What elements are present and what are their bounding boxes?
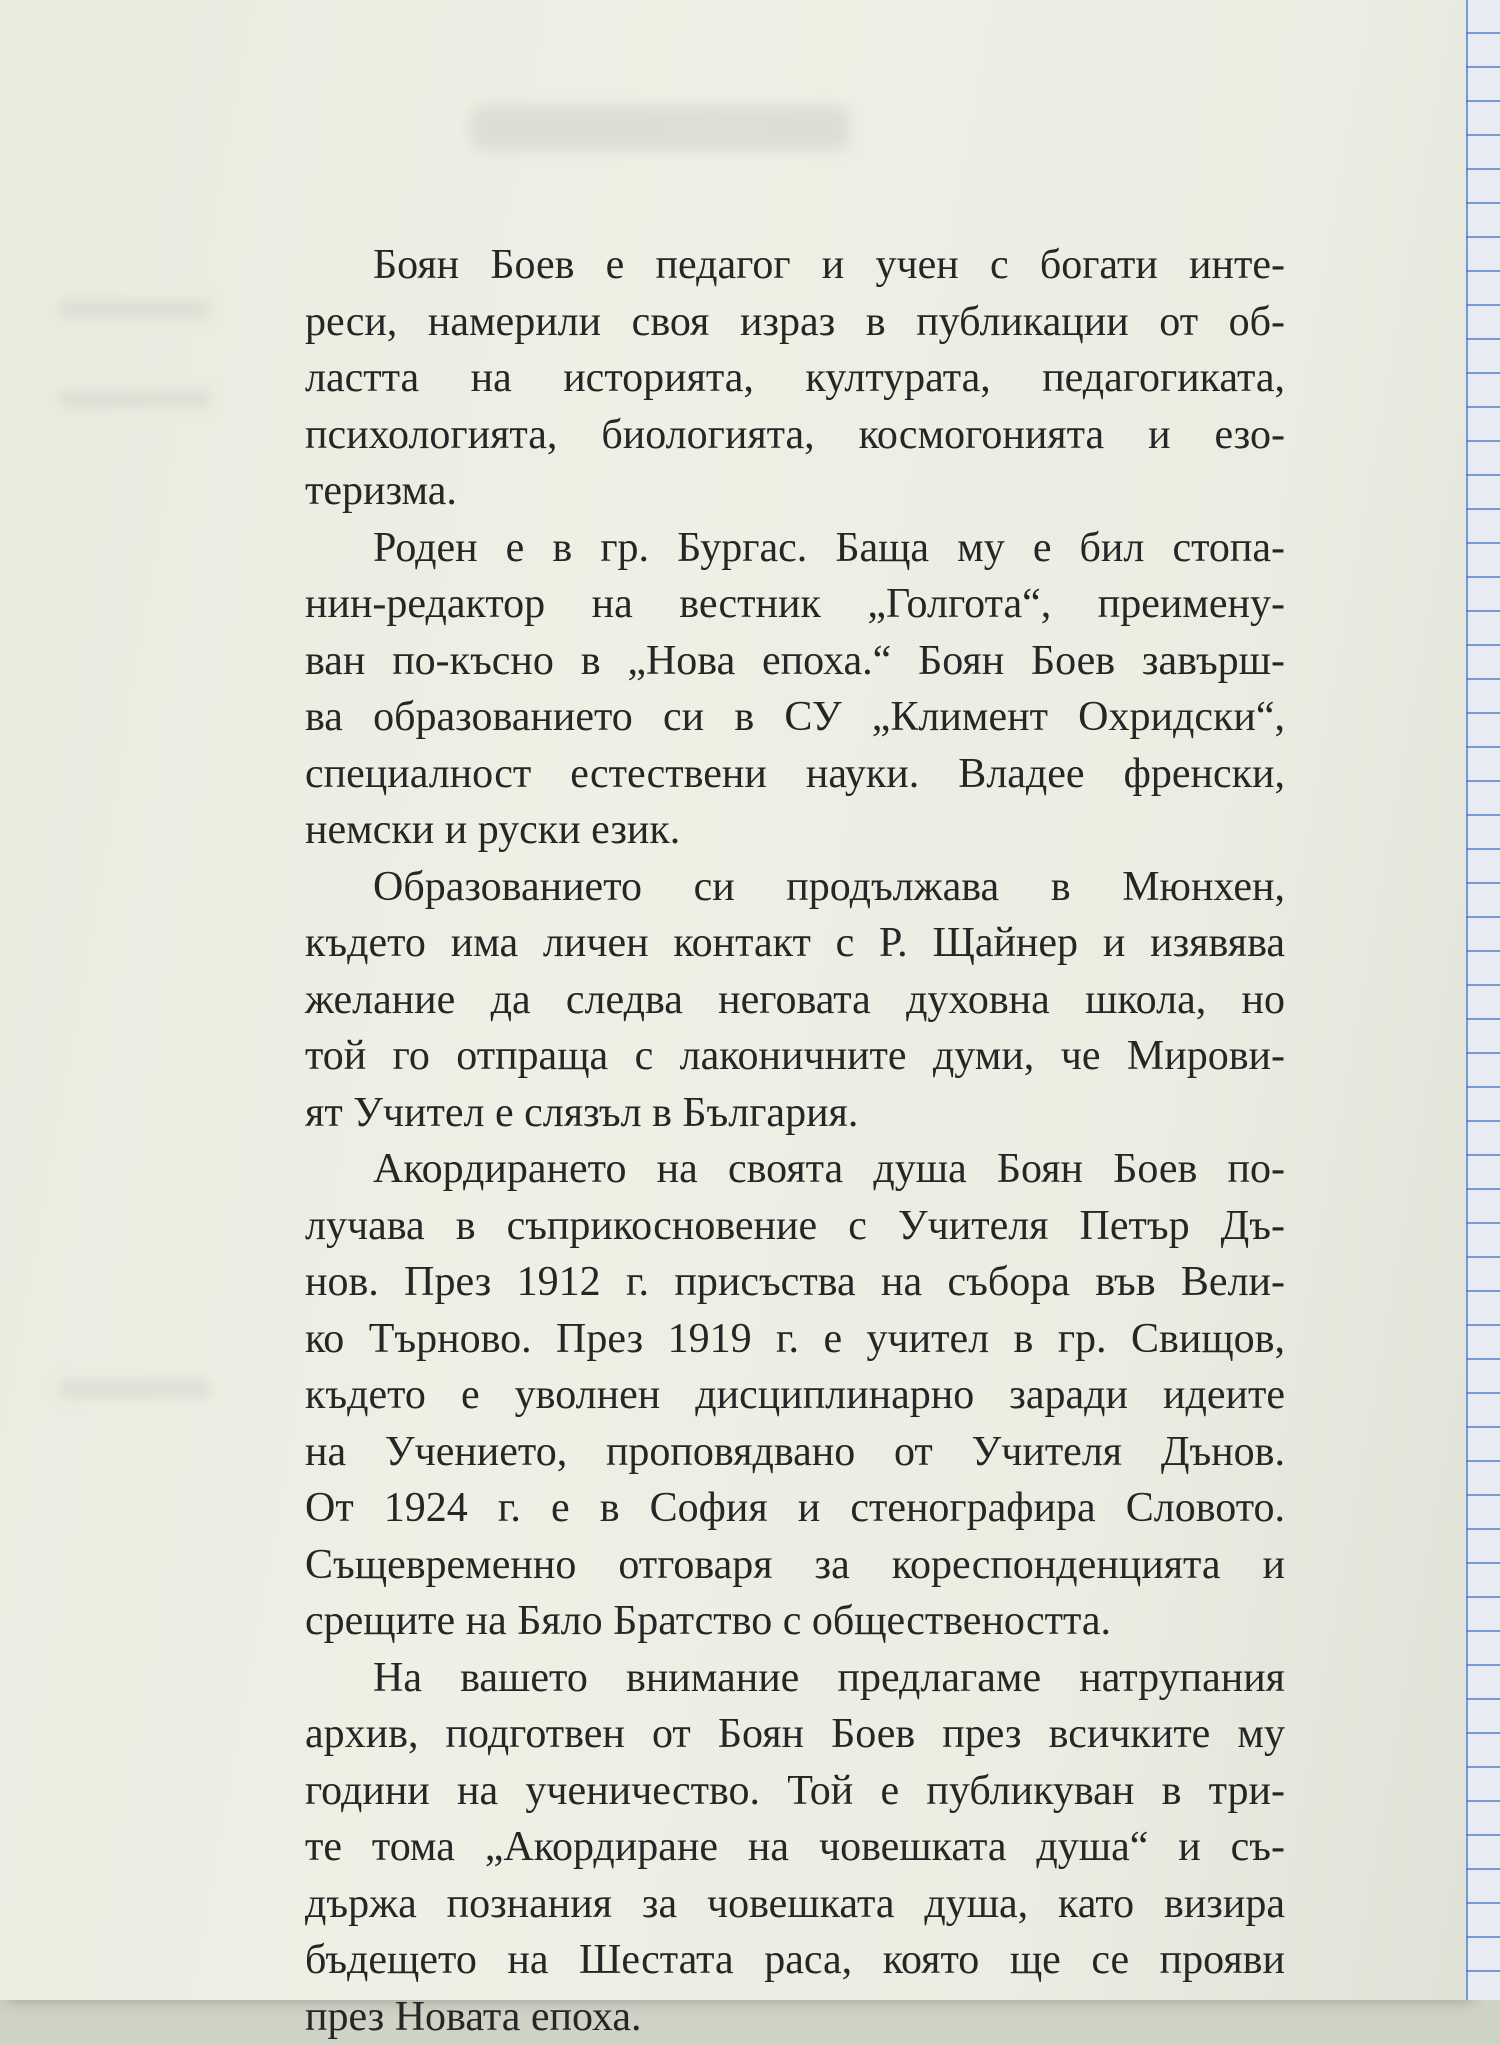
bleed-through-line [60,300,210,318]
text-line: където е уволнен дисциплинарно заради идеите [305,1367,1285,1424]
text-line: през Новата епоха. [305,1989,1285,2045]
text-line: реси, намерили своя израз в публикации от об- [305,294,1285,351]
text-line: желание да следва неговата духовна школа, но [305,972,1285,1029]
text-line: немски и руски език. [305,802,1285,859]
text-line: бъдещето на Шестата раса, която ще се прояви [305,1932,1285,1989]
text-line: специалност естествени науки. Владее френски, [305,746,1285,803]
bleed-through-line [60,390,210,408]
text-line: ва образованието си в СУ „Климент Охридски“, [305,689,1285,746]
text-line: ко Търново. През 1919 г. е учител в гр. Свищов, [305,1311,1285,1368]
bleed-through-heading [470,105,850,151]
paragraph-3 [305,859,1285,1142]
text-line: нов. През 1912 г. присъства на събора във Вели- [305,1254,1285,1311]
text-line: архив, подготвен от Боян Боев през всичките му [305,1706,1285,1763]
text-line: На вашето внимание предлагаме натрупания [305,1650,1285,1707]
text-line: ят Учител е слязъл в България. [305,1085,1285,1142]
grid-notebook-edge [1466,0,1500,2000]
paragraph-2 [305,520,1285,859]
paragraph-1 [305,237,1285,520]
paragraph-5 [305,1650,1285,2045]
body-text [305,237,1285,2045]
text-line: те тома „Акордиране на човешката душа“ и съ- [305,1819,1285,1876]
text-line: Боян Боев е педагог и учен с богати инте- [305,237,1285,294]
text-line: ластта на историята, културата, педагогиката, [305,350,1285,407]
text-line: ван по-късно в „Нова епоха.“ Боян Боев завърш- [305,633,1285,690]
text-line: години на ученичество. Той е публикуван в три- [305,1763,1285,1820]
text-line: Образованието си продължава в Мюнхен, [305,859,1285,916]
text-line: Същевременно отговаря за кореспонденцията и [305,1537,1285,1594]
paragraph-4 [305,1141,1285,1650]
text-line: нин-редактор на вестник „Голгота“, преимену- [305,576,1285,633]
text-line: психологията, биологията, космогонията и езо- [305,407,1285,464]
text-line: Акордирането на своята душа Боян Боев по- [305,1141,1285,1198]
text-line: лучава в съприкосновение с Учителя Петър Дъ- [305,1198,1285,1255]
text-line: на Учението, проповядвано от Учителя Дънов. [305,1424,1285,1481]
text-line: От 1924 г. е в София и стенографира Словото. [305,1480,1285,1537]
text-line: теризма. [305,463,1285,520]
text-line: той го отпраща с лаконичните думи, че Мирови- [305,1028,1285,1085]
text-line: Роден е в гр. Бургас. Баща му е бил стопа- [305,520,1285,577]
text-line: държа познания за човешката душа, като визира [305,1876,1285,1933]
bleed-through-line [60,1380,210,1398]
text-line: където има личен контакт с Р. Щайнер и изявява [305,915,1285,972]
text-line: срещите на Бяло Братство с обществеността. [305,1593,1285,1650]
